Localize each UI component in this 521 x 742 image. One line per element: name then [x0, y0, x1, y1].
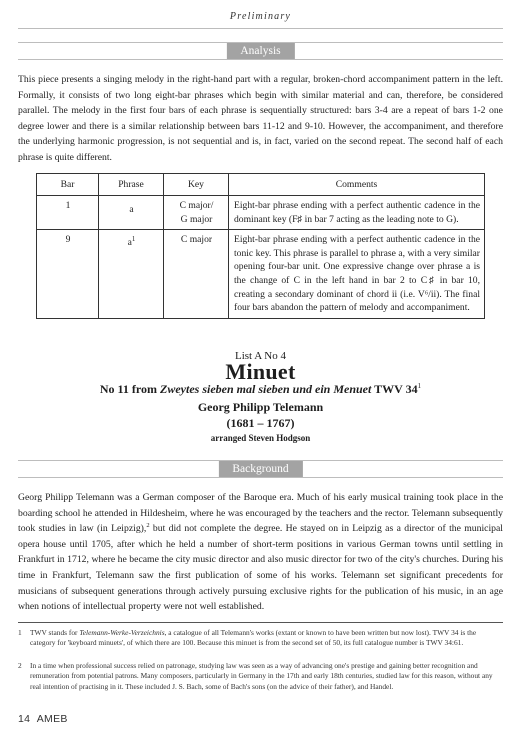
key-line-2: G major — [180, 213, 213, 225]
composer-dates: (1681 – 1767) — [226, 416, 295, 430]
column-header-bar: Bar — [37, 174, 99, 196]
header-rule — [18, 28, 503, 29]
piece-subtitle — [0, 382, 521, 397]
key-line-1: C major/ — [179, 200, 214, 211]
background-paragraph — [18, 490, 503, 615]
analysis-table — [36, 173, 485, 319]
running-title: Preliminary — [229, 11, 292, 22]
subtitle-prefix: No 11 from — [99, 382, 160, 396]
cell-comment: Eight-bar phrase ending with a perfect authentic cadence in the dominant key (F♯ in bar 7 acting as the leading note to G). — [229, 196, 485, 230]
footnote-rest: In a time when professional success relied on patronage, studying law was seen as a way of advancing one's prestige and gaining better recognition and remuneration from potential patrons. Many composers, particularly in Germany in the 17th and early 18th centuries, studied law for this reason, without any real intention of practising in it. These included J. S. Bach, some of Bach's sons (on the advice of their father), and Handel. — [30, 661, 493, 691]
footnote-rest: , a catalogue of all Telemann's works (extant or known to have been written but now lost). TWV 34 is the category for 'keyboard minuets', of which there are 100. Because this minuet is from the second set of 50, its full catalogue number is TWV 34:61. — [30, 628, 477, 648]
analysis-banner — [18, 42, 503, 60]
arranger-credit: arranged Steven Hodgson — [210, 433, 311, 443]
footnote-number: 2 — [18, 661, 22, 670]
column-header-comments: Comments — [229, 174, 485, 196]
cell-key — [164, 230, 229, 319]
cell-phrase — [99, 230, 164, 319]
footnote-ref-2: 2 — [146, 521, 150, 529]
analysis-heading: Analysis — [226, 43, 294, 59]
column-header-key: Key — [164, 174, 229, 196]
background-text-part-2: but did not complete the degree. He stayed on in Leipzig as a director of the municipal opera house until 1705, after which he held a number of short-term positions in various German towns until settling in Frankfurt in 1712, where he became the city music director and also music director for two of the city's churches. During his time in Frankfurt, Telemann saw the first publication of some of his works. Telemann set significant precedents for musicians of subsequent generations through actively pursuing exclusive rights for the publication of his music, in an age when notions of intellectual property were not well established. — [18, 523, 503, 613]
composer-name: Georg Philipp Telemann — [197, 400, 324, 414]
footnote-text — [30, 661, 503, 692]
background-text-part-1: Georg Philipp Telemann was a German composer of the Baroque era. Much of his early musical training took place in the boarding school he attended in Hildesheim, where he was encouraged by the teachers and the rector. Telemann subsequently took studies in law (in Leipzig), — [18, 492, 503, 535]
background-banner — [18, 460, 503, 478]
cell-comment: Eight-bar phrase ending with a perfect authentic cadence in the tonic key. This phrase is parallel to phrase a, with a very similar opening four-bar unit. One expressive change over phrase a is the change of C in the left hand in bar 2 to C♯ in bar 10, creating a secondary dominant of chord ii (i.e. V⁶/ii). The final four bars abandon the pattern of melody and accompaniment. — [229, 230, 485, 319]
footnote-text — [30, 628, 503, 649]
cell-bar: 9 — [37, 230, 99, 319]
cell-key — [164, 196, 229, 230]
table-header-row — [37, 174, 485, 196]
key-line-1: C major — [180, 234, 213, 246]
table-row — [37, 196, 485, 230]
phrase-label: a — [127, 237, 132, 249]
list-line: List A No 4 — [234, 350, 287, 362]
analysis-paragraph: This piece presents a singing melody in the right-hand part with a regular, broken-chord accompaniment pattern in the left. Formally, it consists of two long eight-bar phrases which begin with similar material and can, therefore, be considered parallel. The melody in the first four bars of each phrase is sequentially structured: bars 3-4 are a repeat of bars 1-2 one degree lower and there is a similar relationship between bars 11-12 and 9-10. However, the accompaniment, and therefore the underlying harmonic progression, is not sequential and is, in fact, varied on the second repeat. The second half of each phrase is quite different. — [18, 74, 503, 163]
page-number: 14 — [18, 713, 31, 725]
publisher-name: AMEB — [36, 713, 68, 725]
footnote-1 — [18, 628, 503, 649]
cell-bar: 1 — [37, 196, 99, 230]
page-footer — [18, 713, 68, 725]
subtitle-catalogue: TWV 34 — [371, 382, 418, 396]
cell-phrase — [99, 196, 164, 230]
footnote-italic: Telemann-Werke-Verzeichnis — [79, 628, 165, 637]
column-header-phrase: Phrase — [99, 174, 164, 196]
footnote-lead: TWV stands for — [30, 628, 80, 637]
piece-title: Minuet — [225, 359, 296, 384]
phrase-superscript: 1 — [131, 235, 136, 244]
background-heading: Background — [218, 461, 302, 477]
table-row — [37, 230, 485, 319]
subtitle-work: Zweytes sieben mal sieben und ein Menuet — [160, 382, 372, 396]
phrase-label: a — [129, 204, 134, 216]
footnote-rule — [18, 622, 503, 623]
footnote-2 — [18, 661, 503, 692]
footnote-ref-1: 1 — [417, 382, 422, 390]
footnote-number: 1 — [18, 628, 22, 637]
